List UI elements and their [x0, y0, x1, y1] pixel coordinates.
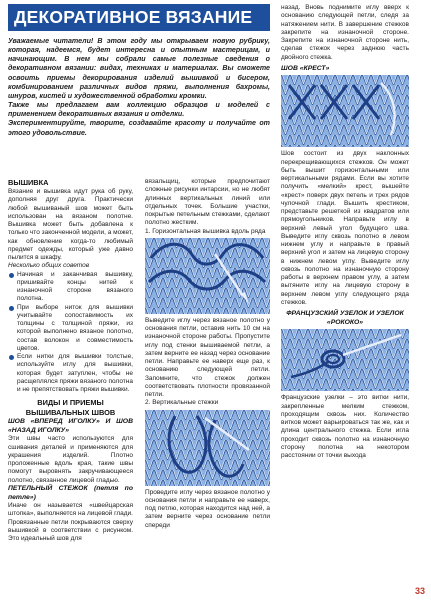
paragraph: Вязание и вышивка идут рука об руку, дополняя друг друга. Практически любой вышиваный шов может быть использован на вязаном полотне. Вышивка может быть добавлена к только что законченной модели, а может, как обновление когда-то любимый предмет одежды, который уже давно пылится в шкафу. [8, 188, 133, 261]
knit-illustration-vertical [145, 410, 270, 486]
french-knot-illustration [281, 329, 409, 391]
page-number: 33 [414, 586, 425, 596]
tip-item: При выборе ниток для вышивки учитывайте сопоставимость их толщины с толщиной пряжи, из которой выполнено вязаное полотно, состав волокон и совместимость цветов. [8, 304, 133, 354]
paragraph: Шов состоит из двух наклонных перекрещивающихся стежков. Он может быть вышит горизонтальными или вертикальными рядами. Если вы хотите получить «мелкий» крест, вышейте «крест» поверх двух петель и трех рядов чулочной глади. Вышить крестиком, представьте решеткой из квадратов или прямоугольников. Направьте иглу в верхний левый угол будущего шва. Выведите иглу сквозь полотно в левом нижнем углу и направьте в правый верхний угол и затем на лицевую сторону в нижнем левом углу. Выведите иглу сквозь полотно на изнаночную сторону работы в верхнем правом углу, а затем вытяните иглу на лицевую сторону в верхнем левом углу следующего ряда стежков. [281, 150, 409, 306]
paragraph: Эти швы часто используются для сшивания деталей и применяются для украшения изделий. Плотно проложенные вдоль края, такие швы помогут выровнять закручивающееся полотно, связанное лицевой гладью. [8, 435, 133, 484]
cross-stitch-illustration [281, 75, 409, 147]
paragraph: Иначе он называется «швейцарская штопка», выполняется на лицевой глади. Провязанные петли покрываются сверху вышивкой в соответствии с рисунком. Это идеальный шов для [8, 502, 133, 543]
intro-paragraph: Также мы предлагаем вам коллекцию образцов и моделей с применением декоративных вязания и отделки. [8, 101, 270, 119]
bullet-icon [9, 355, 14, 360]
paragraph: Выведите иглу через вязаное полотно у основания петли, оставив нить 10 см на изнаночной стороне работы. Пропустите иглу под стенки вышиваемой петли, а затем верните ее назад через основание петли. Направьте ее наверх еще раз, к основанию следующей петли. Запомните, что стежок должен соответствовать плотности провязанной петли. [145, 316, 270, 398]
paragraph: Французские узелки – это витки нити, закрепленные мелким стежком, проходящим сквозь них. Количество витков может варьироваться так же, как и длина центрального стежка. Если игла проходит сквозь полотно на изнаночную сторону полотна на некотором расстоянии от точки выхода [281, 394, 409, 460]
heading-running-stitch: ШОВ «ВПЕРЕД ИГОЛКУ» И ШОВ «НАЗАД ИГОЛКУ» [8, 418, 133, 434]
paragraph: назад. Вновь поднимите иглу вверх к основанию следующей петли, следя за натяжением нити. В завершение стежков закрепите на изнаночной стороне. Закрепите на изнаночной стороне нить, сделав стежок через заднюю часть двойного стежка. [281, 4, 409, 61]
step-title: 1. Горизонтальная вышивка вдоль ряда [145, 227, 266, 235]
intro-text [8, 37, 270, 138]
bullet-icon [9, 273, 14, 278]
heading-cross-stitch: ШОВ «КРЕСТ» [281, 64, 330, 72]
tip-item: Если нитки для вышивки толстые, используйте иглу для вышивки, которая будет затуплен, чтобы не расщеплялся пряжи вязаного полотна и не препятствовать пряжи вышивки. [8, 353, 133, 394]
page-title: ДЕКОРАТИВНОЕ ВЯЗАНИЕ [8, 4, 270, 31]
bullet-icon [9, 306, 14, 311]
heading-duplicate-stitch: ПЕТЕЛЬНЫЙ СТЕЖОК (петля по петле») [8, 484, 133, 501]
paragraph: вязальщиц, которые предпочитают сложные рисунки интарсии, но не любят длинных вертикальных линий или отдельных точек. Большие участки, покрытые петельным стежками, сделают полотно жестким. [145, 178, 270, 227]
tips-title: Несколько общих советов [8, 262, 90, 270]
step-title: 2. Вертикальные стежки [145, 399, 219, 407]
tip-item: Начиная и заканчивая вышивку, пришивайте концы нитей к изнаночной стороне вязаного полотна. [8, 271, 133, 304]
intro-paragraph: Экспериментируйте, творите, создавайте красоту и получайте от этого удовольствие. [8, 119, 270, 137]
column-2 [145, 178, 270, 530]
knit-illustration-horizontal [145, 238, 270, 314]
heading-embroidery: ВЫШИВКА [8, 178, 49, 187]
column-1 [8, 178, 133, 543]
paragraph: Проведите иглу через вязаное полотно у основания петли и направьте ее наверх, под петлю, которая находится над ней, а затем верните через основание петли спереди [145, 488, 270, 529]
heading-types: ВИДЫ И ПРИЕМЫ ВЫШИВАЛЬНЫХ ШВОВ [25, 398, 116, 418]
intro-paragraph: Уважаемые читатели! В этом году мы открываем новую рубрику, которая, надеемся, будет интересна и опытным мастерицам, и начинающим. В нем мы собрали самые полезные сведения о декоративном вязании: видах, техниках и материалах. Вы сможете освоить приемы декорирования изделий вышивкой и бисером, комбинированием различных видов пряжи, выполнения бахромы, шнуров, кистей и художественной обработки кромки. [8, 37, 270, 100]
heading-french-knot: ФРАНЦУЗСКИЙ УЗЕЛОК И УЗЕЛОК «РОКОКО» [286, 310, 404, 326]
column-3 [281, 4, 409, 460]
